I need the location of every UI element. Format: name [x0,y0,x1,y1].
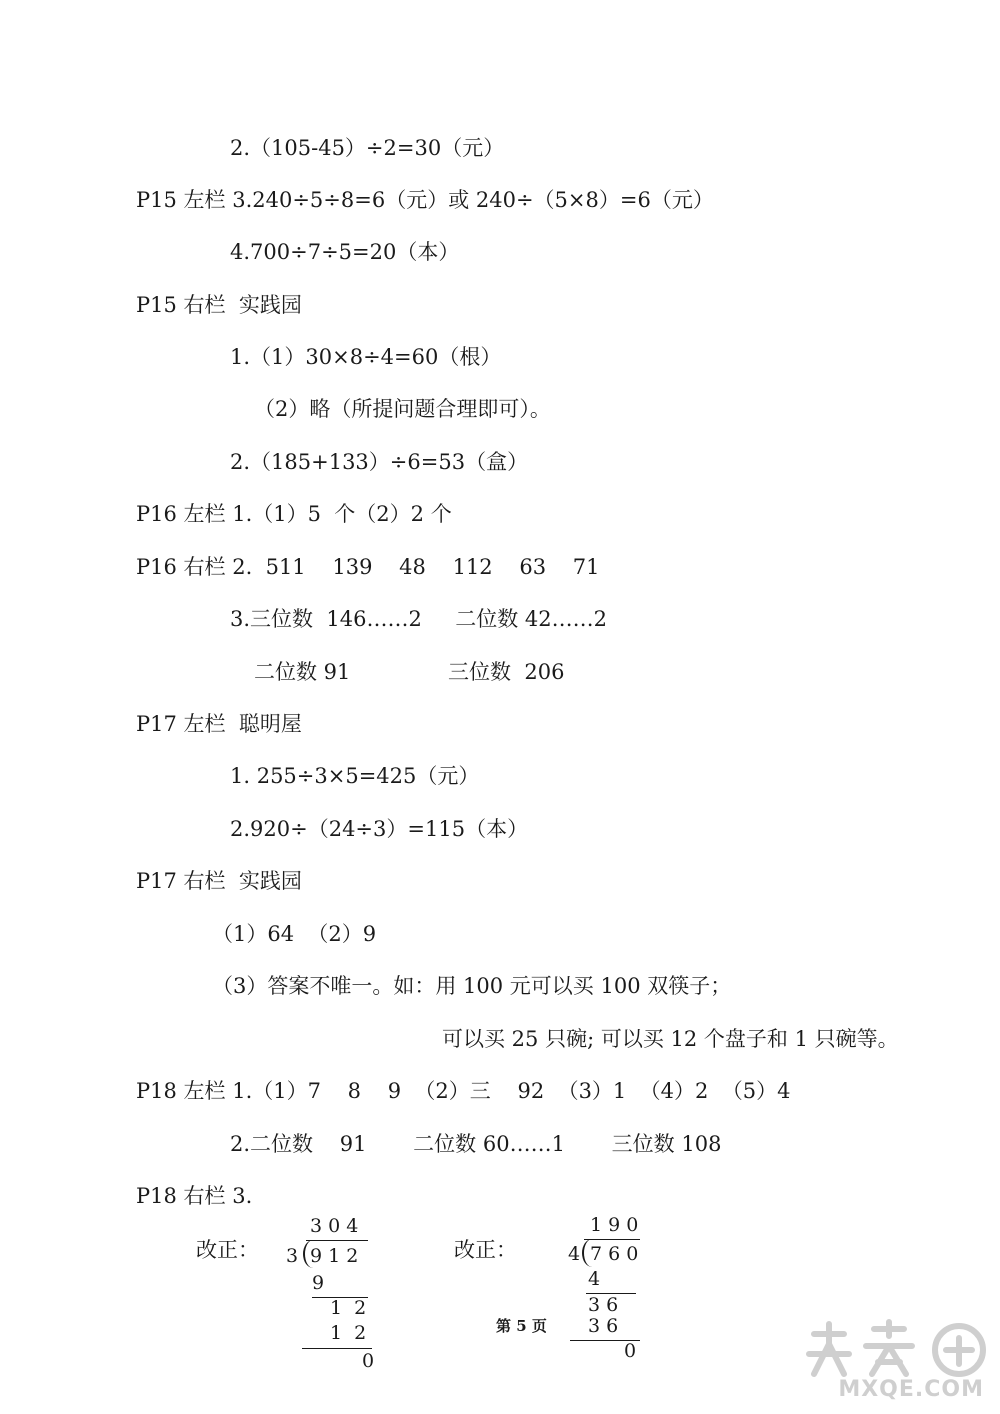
dividend: 7 6 0 [590,1243,639,1265]
answer-line: P16 右栏 2. 511 139 48 112 63 71 [136,555,600,579]
answer-line: 可以买 25 只碗; 可以买 12 个盘子和 1 只碗等。 [442,1027,899,1051]
remainder: 0 [362,1350,375,1372]
answer-logo-icon [794,1314,994,1384]
step: 9 [312,1272,325,1294]
answer-line: 2.（185+133）÷6=53（盒） [230,450,529,474]
correction-label: 改正： [454,1238,517,1262]
division-bar [306,1240,368,1241]
answer-line: P15 左栏 3.240÷5÷8=6（元）或 240÷（5×8）=6（元） [136,188,714,212]
page-number: 第 5 页 [496,1317,547,1335]
step: 1 2 [330,1322,367,1344]
step-line [302,1348,372,1349]
answer-line: P18 左栏 1.（1）7 8 9 （2）三 92 （3）1 （4）2 （5）4 [136,1079,791,1103]
answer-line: 2.920÷（24÷3）=115（本） [230,817,529,841]
watermark [794,1314,994,1410]
step: 1 2 [330,1297,367,1319]
divisor: 4 [568,1243,581,1265]
answer-line: 2.二位数 91 二位数 60……1 三位数 108 [230,1132,722,1156]
section-heading: P15 右栏 实践园 [136,293,302,317]
section-heading: P17 右栏 实践园 [136,869,302,893]
step: 4 [588,1268,601,1290]
answer-line: 三位数 206 [448,660,565,684]
answer-line: 3.三位数 146……2 二位数 42……2 [230,607,607,631]
divisor: 3 [286,1245,299,1267]
quotient: 1 9 0 [590,1214,639,1236]
watermark-text: MXQE.COM [838,1377,984,1402]
dividend: 9 1 2 [310,1245,359,1267]
answer-line: （3）答案不唯一。如：用 100 元可以买 100 双筷子； [212,974,732,998]
step: 3 6 [588,1294,619,1316]
remainder: 0 [624,1340,637,1362]
answer-line: 4.700÷7÷5=20（本） [230,240,460,264]
answer-line: （2）略（所提问题合理即可）。 [254,397,551,421]
answer-line: （1）64 （2）9 [212,922,377,946]
quotient: 3 0 4 [310,1215,359,1237]
correction-label: 改正： [196,1238,259,1262]
answer-line: 二位数 91 [254,660,351,684]
section-heading: P17 左栏 聪明屋 [136,712,302,736]
answer-line: 1. 255÷3×5=425（元） [230,764,480,788]
step: 3 6 [588,1315,619,1337]
answer-line: 2.（105-45）÷2=30（元） [230,136,505,160]
answer-line: P18 右栏 3. [136,1184,253,1208]
answer-line: P16 左栏 1.（1）5 个（2）2 个 [136,502,452,526]
answer-line: 1.（1）30×8÷4=60（根） [230,345,502,369]
